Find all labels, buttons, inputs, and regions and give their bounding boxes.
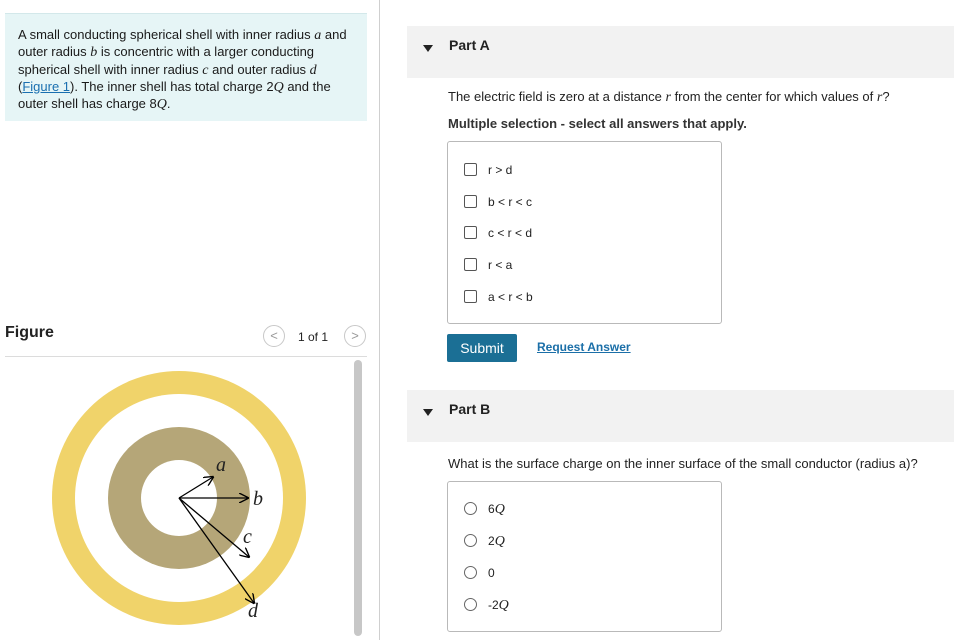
label-c: c <box>243 526 252 548</box>
figure-link[interactable]: Figure 1 <box>22 78 71 94</box>
label-a: a <box>216 454 226 476</box>
panel-divider <box>379 0 380 640</box>
checkbox[interactable] <box>464 195 477 208</box>
request-answer-link[interactable]: Request Answer <box>537 340 631 354</box>
figure-title: Figure <box>5 324 54 341</box>
part-b-title: Part B <box>449 401 491 417</box>
collapse-triangle-icon <box>423 409 433 416</box>
checkbox[interactable] <box>464 226 477 239</box>
submit-button[interactable]: Submit <box>447 334 517 362</box>
concentric-shells-diagram <box>5 357 345 640</box>
problem-statement: A small conducting spherical shell with inner radius a and outer radius b is concentric with a larger conducting spherical shell with inner radius c and outer radius d (Figure 1). The inner shell has total charge 2Q and the outer shell has charge 8Q. <box>5 13 367 121</box>
next-figure-button[interactable] <box>344 325 366 347</box>
radio-button[interactable] <box>464 566 477 579</box>
label-d: d <box>248 600 258 622</box>
radio-button[interactable] <box>464 534 477 547</box>
checkbox[interactable] <box>464 290 477 303</box>
radio-button[interactable] <box>464 502 477 515</box>
collapse-triangle-icon <box>423 45 433 52</box>
figure-scrollbar[interactable] <box>354 360 362 636</box>
part-b-options: 6Q 2Q 0 -2Q <box>447 481 722 632</box>
figure-page-count: 1 of 1 <box>298 330 329 344</box>
chevron-right-icon: > <box>351 328 359 343</box>
label-b: b <box>253 488 263 510</box>
figure-image <box>5 357 345 640</box>
radio-button[interactable] <box>464 598 477 611</box>
part-b-question: What is the surface charge on the inner surface of the small conductor (radius a)? <box>448 456 918 471</box>
part-a-question: The electric field is zero at a distance r from the center for which values of r? <box>448 89 890 105</box>
part-a-title: Part A <box>449 37 490 53</box>
part-b-header[interactable] <box>407 390 954 442</box>
part-a-options: r > d b < r < c c < r < d r < a a < r < b <box>447 141 722 324</box>
left-panel <box>0 0 380 640</box>
part-a-instruction: Multiple selection - select all answers that apply. <box>448 116 747 131</box>
chevron-left-icon: < <box>270 328 278 343</box>
figure-header <box>5 322 367 356</box>
prev-figure-button[interactable] <box>263 325 285 347</box>
checkbox[interactable] <box>464 258 477 271</box>
part-a-header[interactable] <box>407 26 954 78</box>
checkbox[interactable] <box>464 163 477 176</box>
